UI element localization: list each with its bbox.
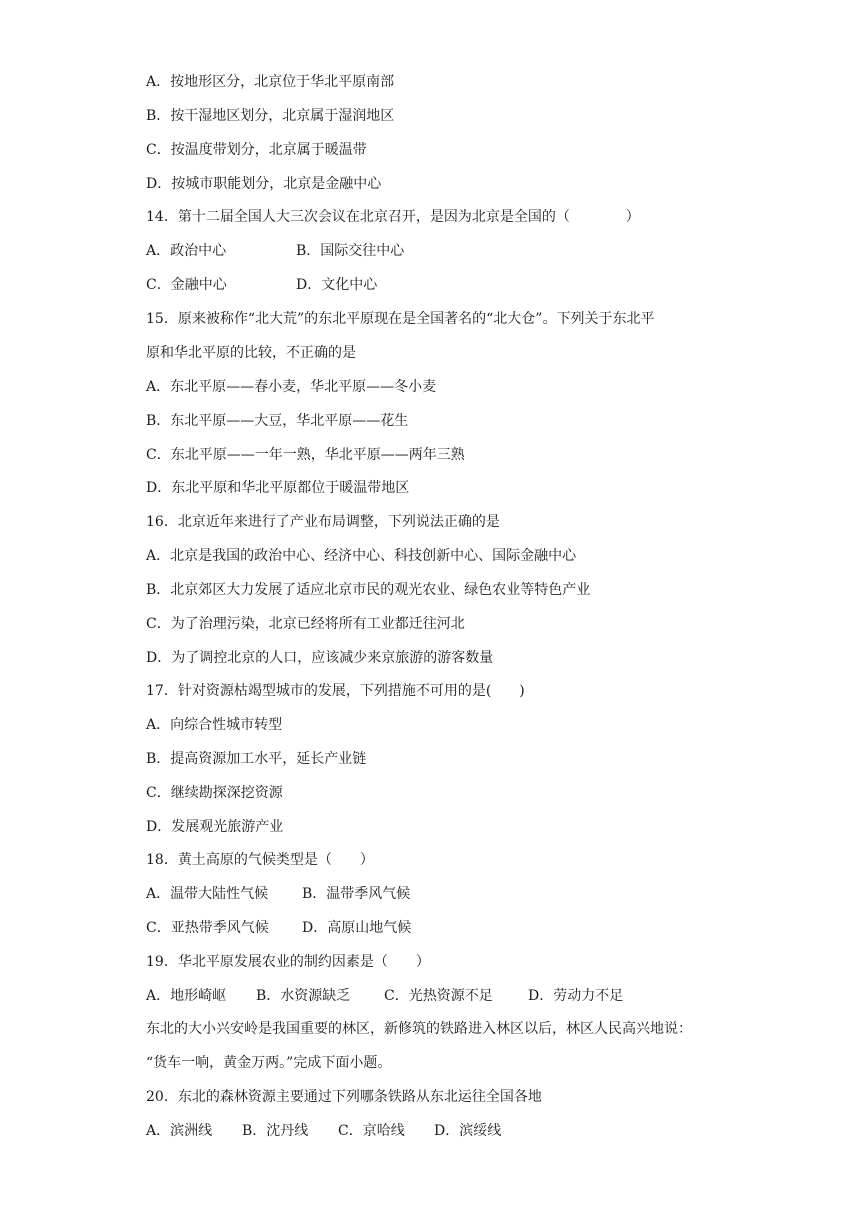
q13-option-b: B．按干湿地区划分，北京属于湿润地区 xyxy=(146,108,395,124)
q17-option-b: B．提高资源加工水平，延长产业链 xyxy=(146,751,367,767)
q14-option-a: A．政治中心 xyxy=(146,243,227,259)
q13-option-a: A．按地形区分，北京位于华北平原南部 xyxy=(146,74,395,90)
q14-option-d: D．文化中心 xyxy=(296,277,378,293)
q14-stem: 14．第十二届全国人大三次会议在北京召开，是因为北京是全国的（ ） xyxy=(146,209,640,225)
q17-option-d: D．发展观光旅游产业 xyxy=(146,819,284,835)
q13-option-d: D．按城市职能划分，北京是金融中心 xyxy=(146,176,382,192)
q15-stem-line-2: 原和华北平原的比较，不正确的是 xyxy=(146,345,356,361)
q16-option-c: C．为了治理污染，北京已经将所有工业都迁往河北 xyxy=(146,616,465,632)
q13-option-c: C．按温度带划分，北京属于暖温带 xyxy=(146,142,367,158)
q16-option-a: A．北京是我国的政治中心、经济中心、科技创新中心、国际金融中心 xyxy=(146,548,577,564)
q15-stem-line-1: 15．原来被称作“北大荒”的东北平原现在是全国著名的“北大仓”。下列关于东北平 xyxy=(146,311,655,327)
q15-option-b: B．东北平原——大豆，华北平原——花生 xyxy=(146,413,409,429)
q19-option-b: B．水资源缺乏 xyxy=(256,988,351,1004)
q18-options-row-2 xyxy=(146,918,411,938)
q16-option-d: D．为了调控北京的人口，应该减少来京旅游的游客数量 xyxy=(146,650,494,666)
passage-line-1: 东北的大小兴安岭是我国重要的林区，新修筑的铁路进入林区以后，林区人民高兴地说： xyxy=(146,1021,692,1037)
q18-option-b: B．温带季风气候 xyxy=(302,886,411,902)
q20-options-row xyxy=(146,1121,501,1141)
q19-stem: 19．华北平原发展农业的制约因素是（ ） xyxy=(146,954,430,970)
q18-option-d: D．高原山地气候 xyxy=(302,920,412,936)
q17-option-a: A．向综合性城市转型 xyxy=(146,717,283,733)
q17-option-c: C．继续勘探深挖资源 xyxy=(146,785,283,801)
q15-option-c: C．东北平原——一年一熟，华北平原——两年三熟 xyxy=(146,447,465,463)
q16-stem: 16．北京近年来进行了产业布局调整，下列说法正确的是 xyxy=(146,514,500,530)
q18-options-row-1 xyxy=(146,884,410,904)
q20-option-b: B．沈丹线 xyxy=(242,1123,309,1139)
q20-option-c: C．京哈线 xyxy=(338,1123,405,1139)
q19-option-d: D．劳动力不足 xyxy=(528,988,624,1004)
q20-option-a: A．滨洲线 xyxy=(146,1123,213,1139)
q14-options-row-1 xyxy=(146,241,404,261)
q18-option-a: A．温带大陆性气候 xyxy=(146,886,269,902)
q20-option-d: D．滨绥线 xyxy=(434,1123,502,1139)
q19-option-a: A．地形崎岖 xyxy=(146,988,227,1004)
q18-option-c: C．亚热带季风气候 xyxy=(146,920,269,936)
q19-options-row xyxy=(146,986,623,1006)
q16-option-b: B．北京郊区大力发展了适应北京市民的观光农业、绿色农业等特色产业 xyxy=(146,582,591,598)
passage-line-2: “货车一响，黄金万两。”完成下面小题。 xyxy=(146,1055,392,1071)
q14-options-row-2 xyxy=(146,275,377,295)
q17-stem: 17．针对资源枯竭型城市的发展，下列措施不可用的是( ) xyxy=(146,683,525,699)
q19-option-c: C．光热资源不足 xyxy=(384,988,493,1004)
q20-stem: 20．东北的森林资源主要通过下列哪条铁路从东北运往全国各地 xyxy=(146,1089,542,1105)
q15-option-a: A．东北平原——春小麦，华北平原——冬小麦 xyxy=(146,379,437,395)
q18-stem: 18．黄土高原的气候类型是（ ） xyxy=(146,852,374,868)
q14-option-b: B．国际交往中心 xyxy=(296,243,405,259)
q15-option-d: D．东北平原和华北平原都位于暖温带地区 xyxy=(146,480,410,496)
q14-option-c: C．金融中心 xyxy=(146,277,227,293)
